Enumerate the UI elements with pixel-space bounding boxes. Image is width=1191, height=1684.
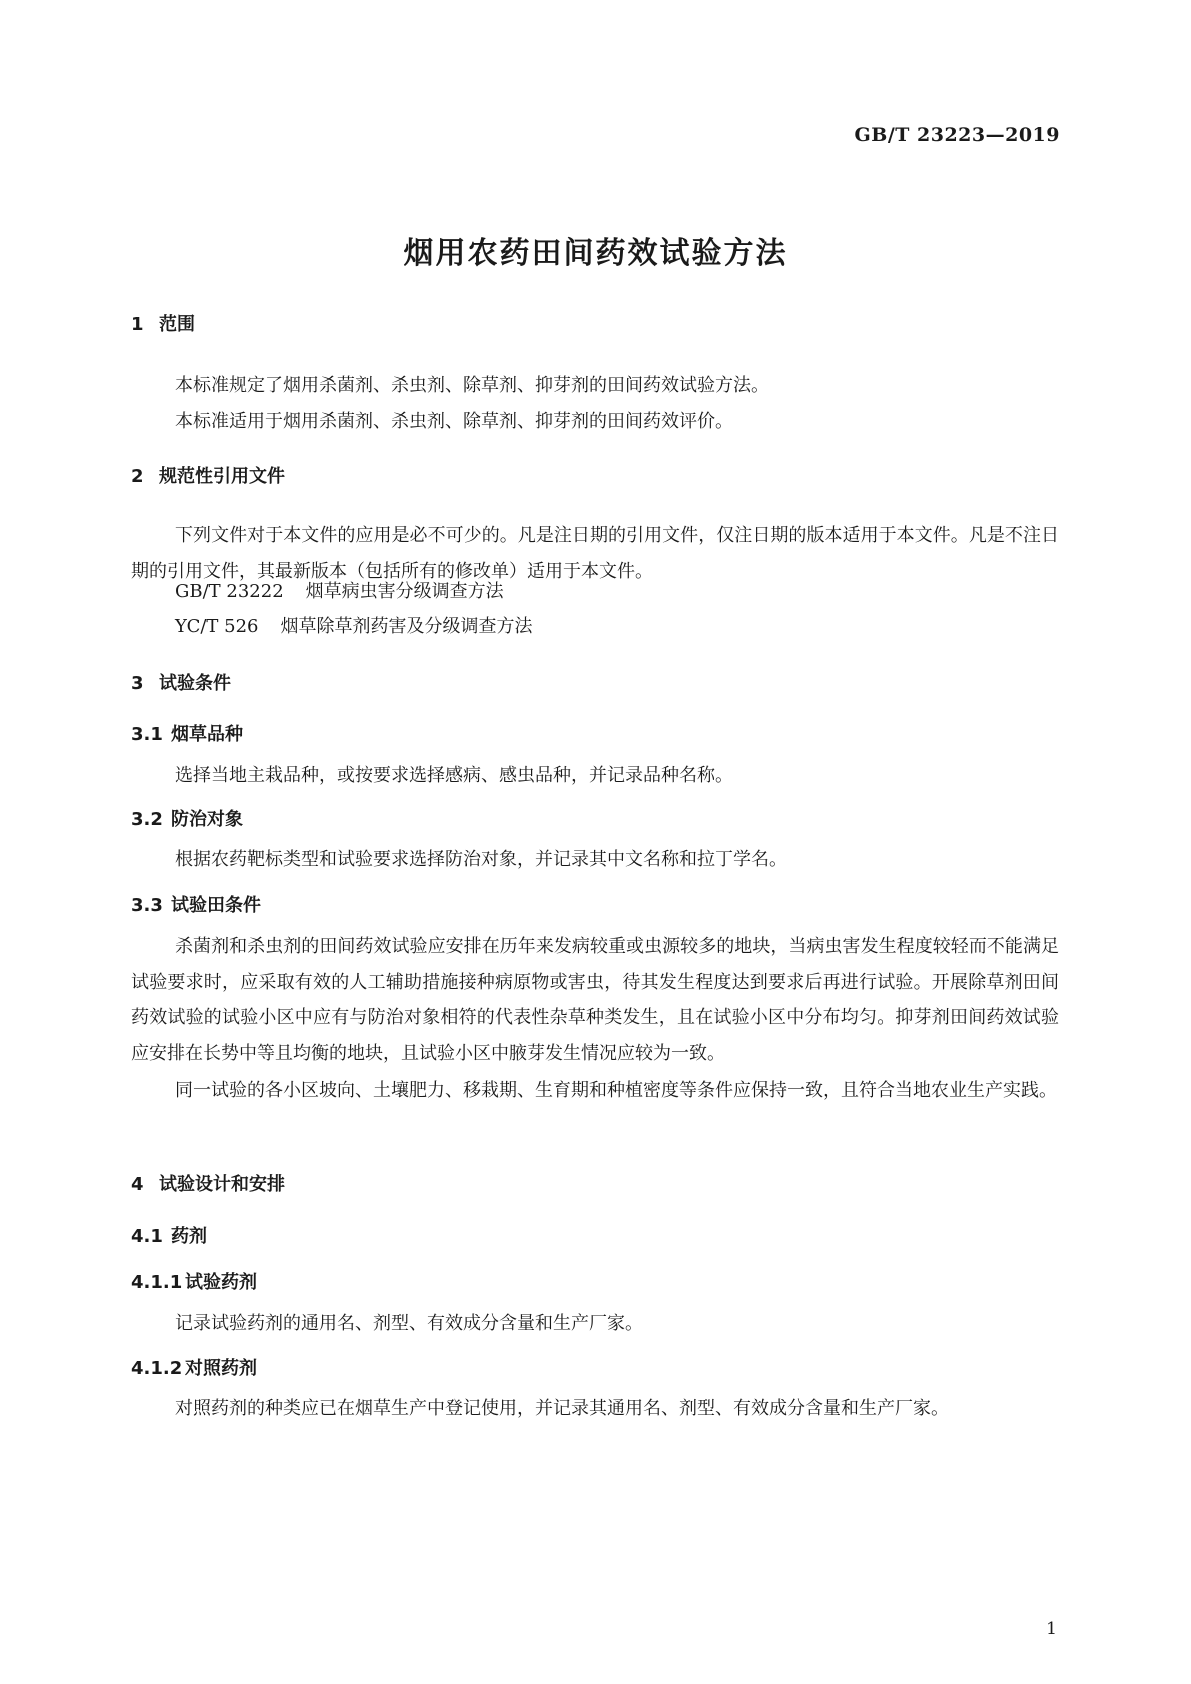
- paragraph-3-3-2: 同一试验的各小区坡向、土壤肥力、移栽期、生育期和种植密度等条件应保持一致，且符合当地农业生产实践。: [175, 1080, 1057, 1101]
- section-number: 4.1.2: [131, 1358, 183, 1379]
- section-title: 规范性引用文件: [159, 466, 285, 487]
- section-heading-1: [131, 310, 195, 336]
- paragraph-4-1-2: 对照药剂的种类应已在烟草生产中登记使用，并记录其通用名、剂型、有效成分含量和生产厂家。: [175, 1398, 949, 1419]
- section-number: 3.3: [131, 895, 163, 916]
- section-title: 试验药剂: [185, 1272, 257, 1293]
- section-title: 对照药剂: [185, 1358, 257, 1379]
- section-heading-3: [131, 669, 231, 695]
- reference-title: 烟草除草剂药害及分级调查方法: [280, 616, 533, 637]
- standard-number: GB/T 23223—2019: [854, 124, 1060, 146]
- paragraph-4-1-1: 记录试验药剂的通用名、剂型、有效成分含量和生产厂家。: [175, 1313, 643, 1334]
- section-title: 范围: [159, 314, 195, 335]
- section-number: 4: [131, 1174, 144, 1195]
- section-number: 3.1: [131, 724, 163, 745]
- paragraph-references: 下列文件对于本文件的应用是必不可少的。凡是注日期的引用文件，仅注日期的版本适用于本文件。凡是不注日期的引用文件，其最新版本（包括所有的修改单）适用于本文件。: [131, 525, 1059, 582]
- subsection-heading-3-3: [131, 891, 261, 917]
- paragraph-3-2: 根据农药靶标类型和试验要求选择防治对象，并记录其中文名称和拉丁学名。: [175, 849, 787, 870]
- subsection-heading-4-1: [131, 1222, 207, 1248]
- page-number: 1: [1046, 1619, 1057, 1639]
- section-number: 4.1.1: [131, 1272, 183, 1293]
- section-number: 1: [131, 314, 144, 335]
- paragraph-3-1: 选择当地主栽品种，或按要求选择感病、感虫品种，并记录品种名称。: [175, 765, 733, 786]
- subsection-heading-3-2: [131, 805, 243, 831]
- document-title: 烟用农药田间药效试验方法: [403, 236, 788, 271]
- section-title: 防治对象: [171, 809, 243, 830]
- subsection-heading-4-1-1: [131, 1268, 257, 1294]
- section-title: 药剂: [171, 1226, 207, 1247]
- reference-title: 烟草病虫害分级调查方法: [305, 581, 504, 602]
- paragraph-scope-2: 本标准适用于烟用杀菌剂、杀虫剂、除草剂、抑芽剂的田间药效评价。: [175, 411, 733, 432]
- section-heading-2: [131, 462, 285, 488]
- section-title: 试验条件: [159, 673, 231, 694]
- section-title: 试验田条件: [171, 895, 261, 916]
- reference-item: [175, 577, 504, 603]
- subsection-heading-3-1: [131, 720, 243, 746]
- section-number: 2: [131, 466, 144, 487]
- section-number: 3: [131, 673, 144, 694]
- paragraph-3-3-1: 杀菌剂和杀虫剂的田间药效试验应安排在历年来发病较重或虫源较多的地块，当病虫害发生程度较轻而不能满足试验要求时，应采取有效的人工辅助措施接种病原物或害虫，待其发生程度达到要求后再进行试验。开展除草剂田间药效试验的试验小区中应有与防治对象相符的代表性杂草种类发生，且在试验小区中分布均匀。抑芽剂田间药效试验应安排在长势中等且均衡的地块，且试验小区中腋芽发生情况应较为一致。: [131, 936, 1059, 1064]
- section-number: 3.2: [131, 809, 163, 830]
- section-title: 烟草品种: [171, 724, 243, 745]
- reference-code: YC/T 526: [175, 616, 259, 637]
- paragraph-scope-1: 本标准规定了烟用杀菌剂、杀虫剂、除草剂、抑芽剂的田间药效试验方法。: [175, 375, 769, 396]
- section-number: 4.1: [131, 1226, 163, 1247]
- section-title: 试验设计和安排: [159, 1174, 285, 1195]
- reference-item: [175, 612, 533, 638]
- subsection-heading-4-1-2: [131, 1354, 257, 1380]
- reference-code: GB/T 23222: [175, 581, 284, 602]
- section-heading-4: [131, 1170, 285, 1196]
